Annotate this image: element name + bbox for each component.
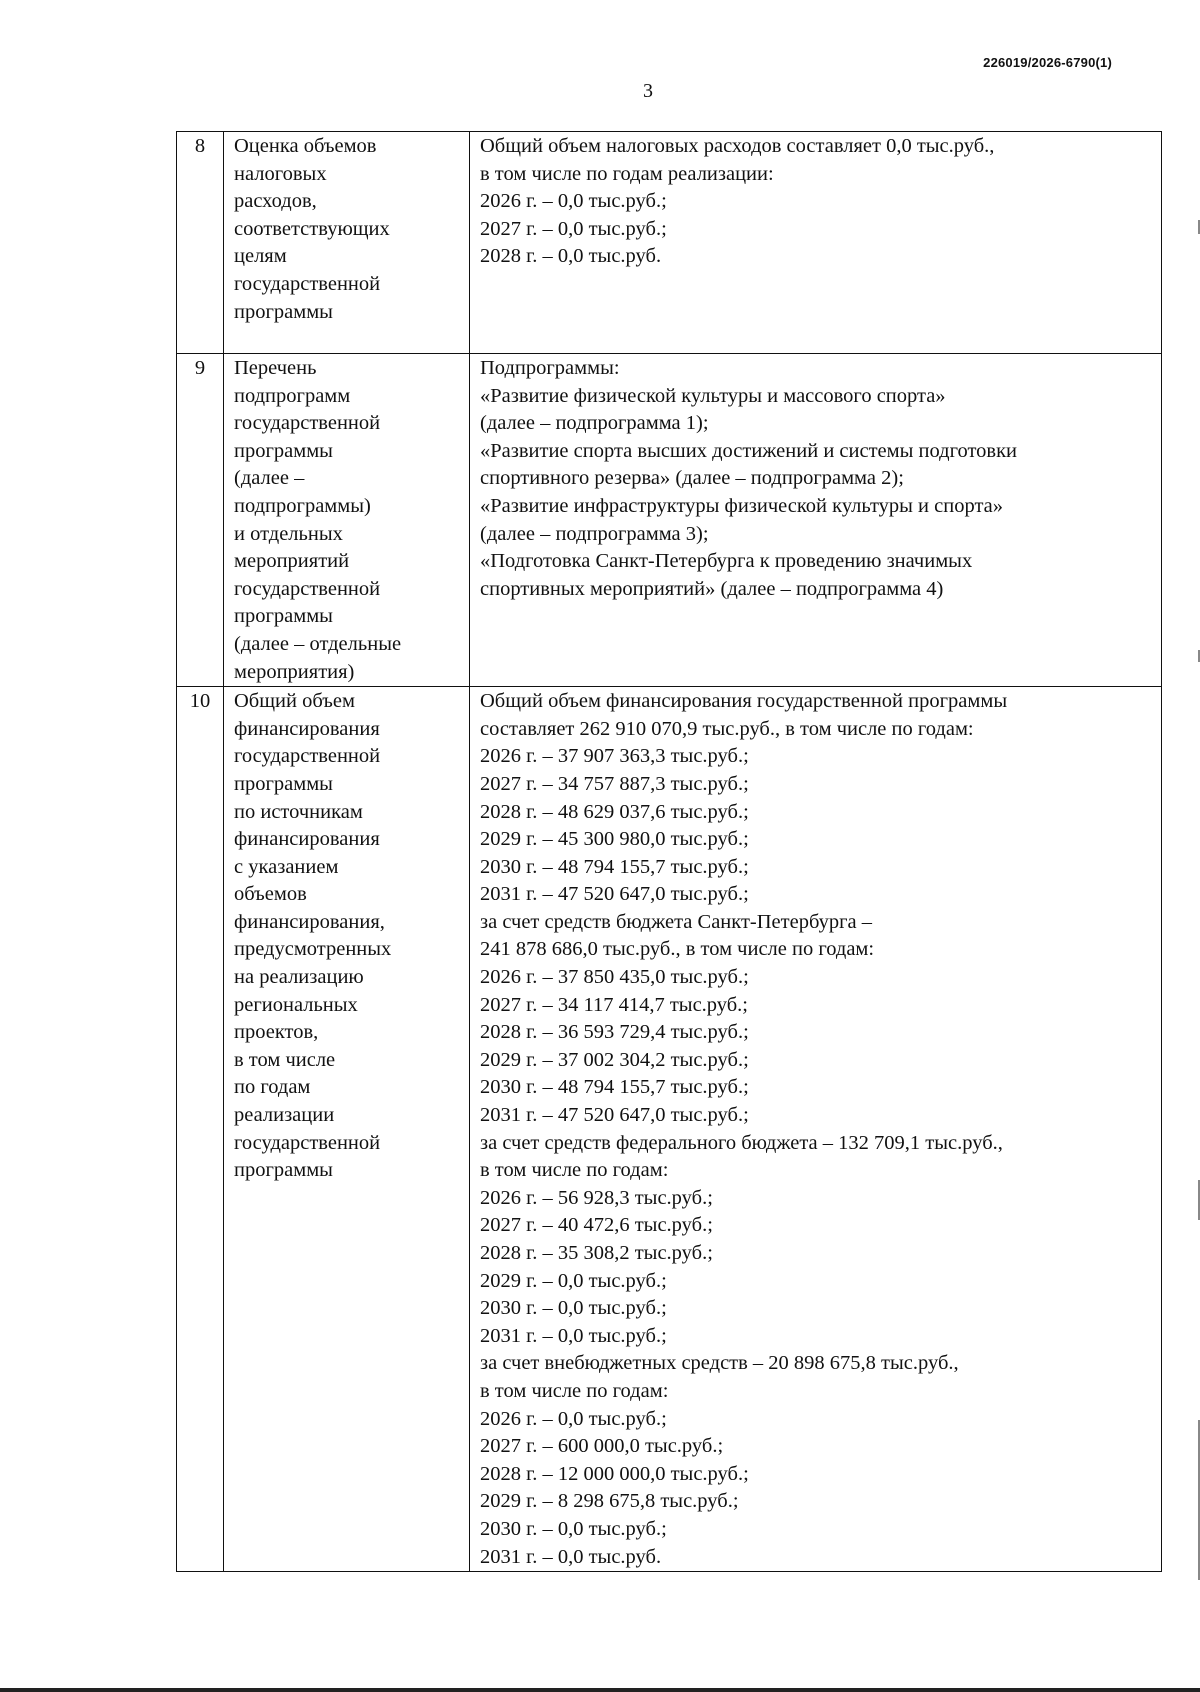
cell-text-line: Общий объем финансирования государственной программы [480, 690, 1008, 713]
cell-text-line: 2030 г. – 48 794 155,7 тыс.руб.; [480, 1076, 749, 1099]
cell-text-line: финансирования [234, 828, 380, 851]
cell-text-line: (далее – подпрограмма 3); [480, 522, 709, 545]
cell-text-line: программы [234, 300, 333, 323]
cell-text-line: 2027 г. – 600 000,0 тыс.руб.; [480, 1435, 724, 1458]
cell-text-line: «Развитие физической культуры и массового спорта» [480, 384, 946, 407]
program-passport-table [176, 131, 1162, 1572]
cell-text-line: объемов [234, 883, 307, 906]
cell-text-line: программы [234, 439, 333, 462]
cell-text-line: 2028 г. – 0,0 тыс.руб. [480, 245, 662, 268]
cell-text-line: государственной [234, 577, 381, 600]
cell-text-line: 2029 г. – 8 298 675,8 тыс.руб.; [480, 1490, 739, 1513]
cell-text-line: за счет средств бюджета Санкт-Петербурга – [480, 910, 872, 933]
cell-text-line: 241 878 686,0 тыс.руб., в том числе по годам: [480, 938, 875, 961]
cell-text-line: программы [234, 605, 333, 628]
cell-text-line: 2028 г. – 36 593 729,4 тыс.руб.; [480, 1021, 749, 1044]
cell-text-line: целям [234, 245, 287, 268]
cell-text-line: программы [234, 772, 333, 795]
cell-text-line: 2027 г. – 34 757 887,3 тыс.руб.; [480, 772, 749, 795]
cell-text-line: 2030 г. – 48 794 155,7 тыс.руб.; [480, 855, 749, 878]
cell-text-line: финансирования [234, 717, 380, 740]
row-name-cell [224, 354, 470, 687]
row-name-cell [224, 687, 470, 1572]
cell-text-line: 2031 г. – 0,0 тыс.руб. [480, 1545, 662, 1568]
row-number: 9 [177, 354, 224, 687]
row-name-cell [224, 132, 470, 354]
cell-text-line: с указанием [234, 855, 339, 878]
cell-text-line: 2028 г. – 48 629 037,6 тыс.руб.; [480, 800, 749, 823]
table-row-9 [177, 354, 1162, 687]
cell-text-line: и отдельных [234, 522, 343, 545]
cell-text-line: 2030 г. – 0,0 тыс.руб.; [480, 1297, 667, 1320]
cell-text-line: по источникам [234, 800, 363, 823]
cell-text-line: спортивных мероприятий» (далее – подпрограмма 4) [480, 577, 944, 600]
row-content-cell [470, 354, 1162, 687]
table-row-8 [177, 132, 1162, 354]
cell-text-line: налоговых [234, 162, 327, 185]
cell-text-line: на реализацию [234, 966, 364, 989]
cell-text-line: финансирования, [234, 910, 385, 933]
cell-text-line: 2026 г. – 0,0 тыс.руб.; [480, 190, 667, 213]
row-content-cell [470, 132, 1162, 354]
cell-text-line: региональных [234, 993, 358, 1016]
cell-text-line: «Подготовка Санкт-Петербурга к проведению значимых [480, 550, 973, 573]
cell-text-line: «Развитие спорта высших достижений и системы подготовки [480, 439, 1017, 462]
cell-text-line: предусмотренных [234, 938, 392, 961]
cell-text-line: 2027 г. – 40 472,6 тыс.руб.; [480, 1214, 713, 1237]
cell-text-line: проектов, [234, 1021, 319, 1044]
cell-text-line: 2028 г. – 12 000 000,0 тыс.руб.; [480, 1462, 749, 1485]
cell-text-line: 2029 г. – 45 300 980,0 тыс.руб.; [480, 828, 749, 851]
row-number: 10 [177, 687, 224, 1572]
cell-text-line: государственной [234, 745, 381, 768]
cell-text-line: 2026 г. – 56 928,3 тыс.руб.; [480, 1186, 713, 1209]
cell-text-line: программы [234, 1159, 333, 1182]
page-number: 3 [643, 80, 653, 102]
cell-text-line: за счет внебюджетных средств – 20 898 675,8 тыс.руб., [480, 1352, 959, 1375]
cell-text-line: «Развитие инфраструктуры физической культуры и спорта» [480, 494, 1004, 517]
cell-text-line: в том числе [234, 1048, 336, 1071]
cell-text-line: по годам [234, 1076, 311, 1099]
cell-text-line: государственной [234, 1131, 381, 1154]
cell-text-line: 2031 г. – 47 520 647,0 тыс.руб.; [480, 883, 749, 906]
cell-text-line: Перечень [234, 357, 317, 379]
row-number: 8 [177, 132, 224, 354]
cell-text-line: Общий объем [234, 690, 355, 713]
cell-text-line: в том числе по годам: [480, 1159, 669, 1182]
cell-text-line: реализации [234, 1104, 335, 1127]
cell-text-line: 2027 г. – 0,0 тыс.руб.; [480, 217, 667, 240]
row-content-cell [470, 687, 1162, 1572]
cell-text-line: мероприятий [234, 550, 350, 573]
cell-text-line: Подпрограммы: [480, 357, 620, 379]
table-row-10 [177, 687, 1162, 1572]
cell-text-line: (далее – отдельные [234, 632, 402, 655]
cell-text-line: государственной [234, 272, 381, 295]
cell-text-line: в том числе по годам реализации: [480, 162, 774, 185]
cell-text-line: Общий объем налоговых расходов составляет 0,0 тыс.руб., [480, 135, 995, 157]
cell-text-line: 2027 г. – 34 117 414,7 тыс.руб.; [480, 993, 749, 1016]
cell-text-line: подпрограммы) [234, 494, 371, 517]
cell-text-line: подпрограмм [234, 384, 351, 407]
scan-bottom-edge [0, 1688, 1200, 1692]
cell-text-line: 2031 г. – 47 520 647,0 тыс.руб.; [480, 1104, 749, 1127]
cell-text-line: составляет 262 910 070,9 тыс.руб., в том числе по годам: [480, 717, 974, 740]
cell-text-line: в том числе по годам: [480, 1379, 669, 1402]
document-id: 226019/2026-6790(1) [983, 55, 1112, 70]
cell-text-line: государственной [234, 412, 381, 435]
cell-text-line: 2028 г. – 35 308,2 тыс.руб.; [480, 1242, 713, 1264]
cell-text-line: (далее – подпрограмма 1); [480, 412, 709, 435]
cell-text-line: 2029 г. – 37 002 304,2 тыс.руб.; [480, 1048, 749, 1071]
cell-text-line: соответствующих [234, 217, 390, 240]
cell-text-line: мероприятия) [234, 660, 355, 683]
cell-text-line: (далее – [234, 467, 305, 490]
cell-text-line: спортивного резерва» (далее – подпрограмма 2); [480, 467, 904, 490]
cell-text-line: за счет средств федерального бюджета – 132 709,1 тыс.руб., [480, 1131, 1003, 1154]
cell-text-line: расходов, [234, 190, 317, 213]
cell-text-line: 2026 г. – 37 907 363,3 тыс.руб.; [480, 745, 749, 768]
cell-text-line: 2030 г. – 0,0 тыс.руб.; [480, 1517, 667, 1540]
cell-text-line: Оценка объемов [234, 135, 377, 157]
cell-text-line: 2026 г. – 0,0 тыс.руб.; [480, 1407, 667, 1430]
cell-text-line: 2026 г. – 37 850 435,0 тыс.руб.; [480, 966, 749, 989]
cell-text-line: 2029 г. – 0,0 тыс.руб.; [480, 1269, 667, 1292]
cell-text-line: 2031 г. – 0,0 тыс.руб.; [480, 1324, 667, 1347]
